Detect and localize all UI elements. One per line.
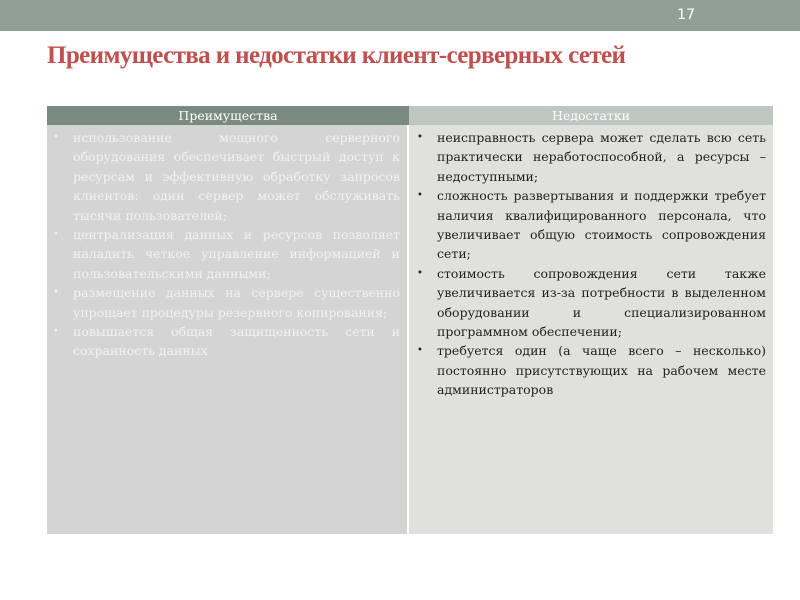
list-item [417,264,766,342]
bullet-icon: • [53,326,59,338]
disadvantage-text: неисправность сервера может сделать всю сеть практически неработоспособной, а ресурсы – недоступными; [437,130,766,184]
disadvantages-list [409,125,773,534]
advantage-text: использование мощного серверного оборудования обеспечивает быстрый доступ к ресурсам и эффективную обработку запросов клиентов: один сервер может обслуживать тысячи пользователей; [73,130,400,223]
bullet-icon: • [53,287,59,299]
comparison-table [47,106,773,534]
list-item [53,225,400,283]
advantage-text: повышается общая защищенность сети и сохранность данных [73,324,400,359]
header-advantages: Преимущества [47,106,409,125]
disadvantage-text: сложность развертывания и поддержки требует наличия квалифицированного персонала, что увеличивает общую стоимость сопровождения сети; [437,188,766,262]
advantages-list [47,125,409,534]
list-item [417,341,766,399]
list-item [417,128,766,186]
header-disadvantages: Недостатки [409,106,773,125]
top-bar [0,0,800,31]
disadvantage-text: стоимость сопровождения сети также увеличивается из-за потребности в выделенном оборудовании и специализированном программном обеспечении; [437,265,766,340]
advantage-text: централизация данных и ресурсов позволяет наладить четкое управление информацией и пользовательскими данными; [73,227,400,281]
slide-number: 17 [677,7,695,23]
bullet-icon: • [417,267,423,279]
list-item [417,186,766,264]
table-header-row [47,106,773,125]
advantage-text: размещение данных на сервере существенно упрощает процедуры резервного копирования; [73,285,400,320]
bullet-icon: • [417,345,423,357]
bullet-icon: • [53,229,59,241]
bullet-icon: • [53,132,59,143]
disadvantage-text: требуется один (а чаще всего – несколько) постоянно присутствующих на рабочем месте администраторов [437,343,766,398]
list-item [53,283,400,322]
list-item [53,322,400,361]
bullet-icon: • [417,190,423,202]
table-body [47,125,773,534]
list-item [53,128,400,225]
bullet-icon: • [417,132,423,143]
slide-title: Преимущества и недостатки клиент-серверных сетей [47,42,626,69]
